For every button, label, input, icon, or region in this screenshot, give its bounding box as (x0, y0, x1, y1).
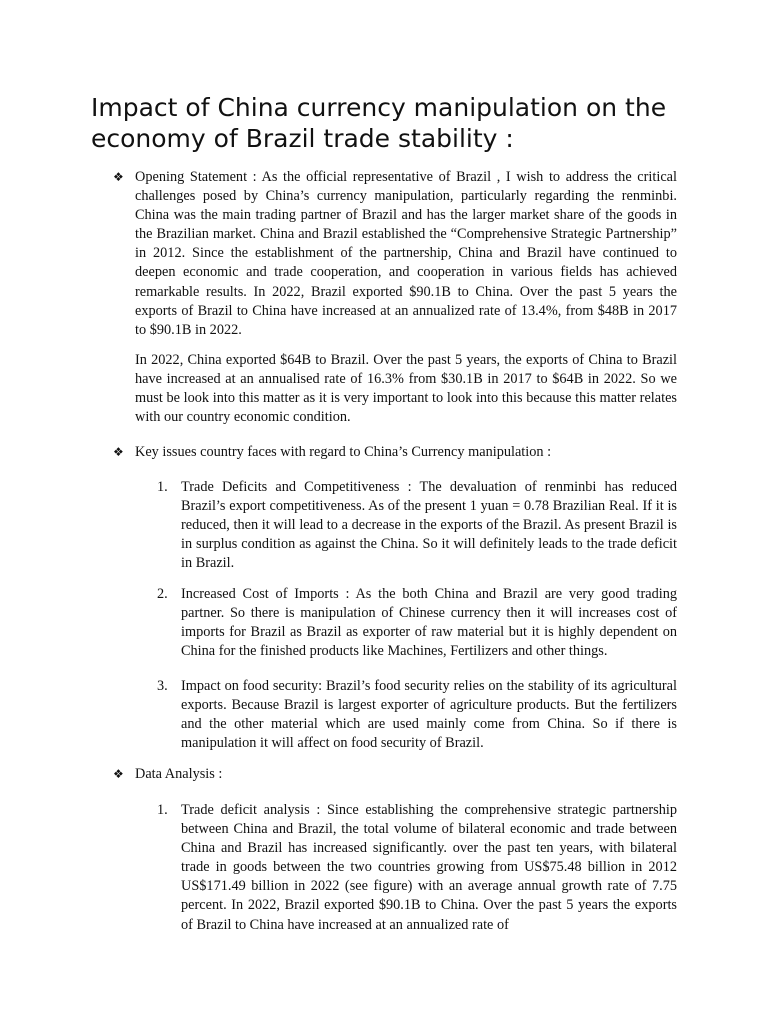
list-number: 2. (157, 586, 168, 602)
data-analysis-heading: Data Analysis : (135, 766, 223, 782)
list-number: 3. (157, 678, 168, 694)
list-item-trade-deficit-analysis: Trade deficit analysis : Since establishing the comprehensive strategic partnership between China and Brazil, the total volume of bilateral economic and trade between China and Brazil has increased significantly. over the past ten years, with bilateral trade in goods between the two countries growing from US$75.48 billion in 2012 US$171.49 billion in 2022 (see figure) with an average annual growth rate of 7.75 percent. In 2022, Brazil exported $90.1B to China. Over the past 5 years the exports of Brazil to China have increased at an annualized rate of (181, 802, 677, 933)
bullet-diamond-icon: ❖ (113, 767, 124, 781)
list-item-food-security: Impact on food security: Brazil’s food security relies on the stability of its agricultural exports. Because Brazil is largest exporter of agriculture products. But the fertilizers and the other material which are used mainly come from China. So if there is manipulation it will affect on food security of Brazil. (181, 678, 677, 752)
list-number: 1. (157, 802, 168, 818)
bullet-diamond-icon: ❖ (113, 445, 124, 459)
bullet-diamond-icon: ❖ (113, 170, 124, 184)
list-item-trade-deficits: Trade Deficits and Competitiveness : The devaluation of renminbi has reduced Brazil’s export competitiveness. As of the present 1 yuan = 0.78 Brazilian Real. If it is reduced, then it will lead to a decrease in the exports of the Brazil. As present Brazil is in surplus condition as against the China. So it will definitely leads to the trade deficit in Brazil. (181, 479, 677, 572)
key-issues-heading: Key issues country faces with regard to China’s Currency manipulation : (135, 444, 552, 460)
document-title: Impact of China currency manipulation on the economy of Brazil trade stability : (91, 93, 667, 153)
opening-statement-paragraph: Opening Statement : As the official representative of Brazil , I wish to address the critical challenges posed by China’s currency manipulation, particularly regarding the renminbi. China was the main trading partner of Brazil and has the larger market share of the goods in the Brazilian market. China and Brazil established the “Comprehensive Strategic Partnership” in 2012. Since the establishment of the partnership, China and Brazil have continued to deepen economic and trade cooperation, and cooperation in various fields has achieved remarkable results. In 2022, Brazil exported $90.1B to China. Over the past 5 years the exports of Brazil to China have increased at an annualized rate of 13.4%, from $48B in 2017 to $90.1B in 2022. (135, 169, 677, 338)
opening-statement-paragraph-2: In 2022, China exported $64B to Brazil. Over the past 5 years, the exports of China to Brazil have increased at an annualised rate of 16.3% from $30.1B in 2017 to $64B in 2022. So we must be look into this matter as it is very important to look into this because this matter relates with our country economic condition. (135, 352, 677, 426)
list-number: 1. (157, 479, 168, 495)
list-item-increased-cost-imports: Increased Cost of Imports : As the both China and Brazil are very good trading partner. So there is manipulation of Chinese currency then it will increases cost of imports for Brazil as Brazil as exporter of raw material but it is highly dependent on China for the finished products like Machines, Fertilizers and other things. (181, 586, 677, 660)
